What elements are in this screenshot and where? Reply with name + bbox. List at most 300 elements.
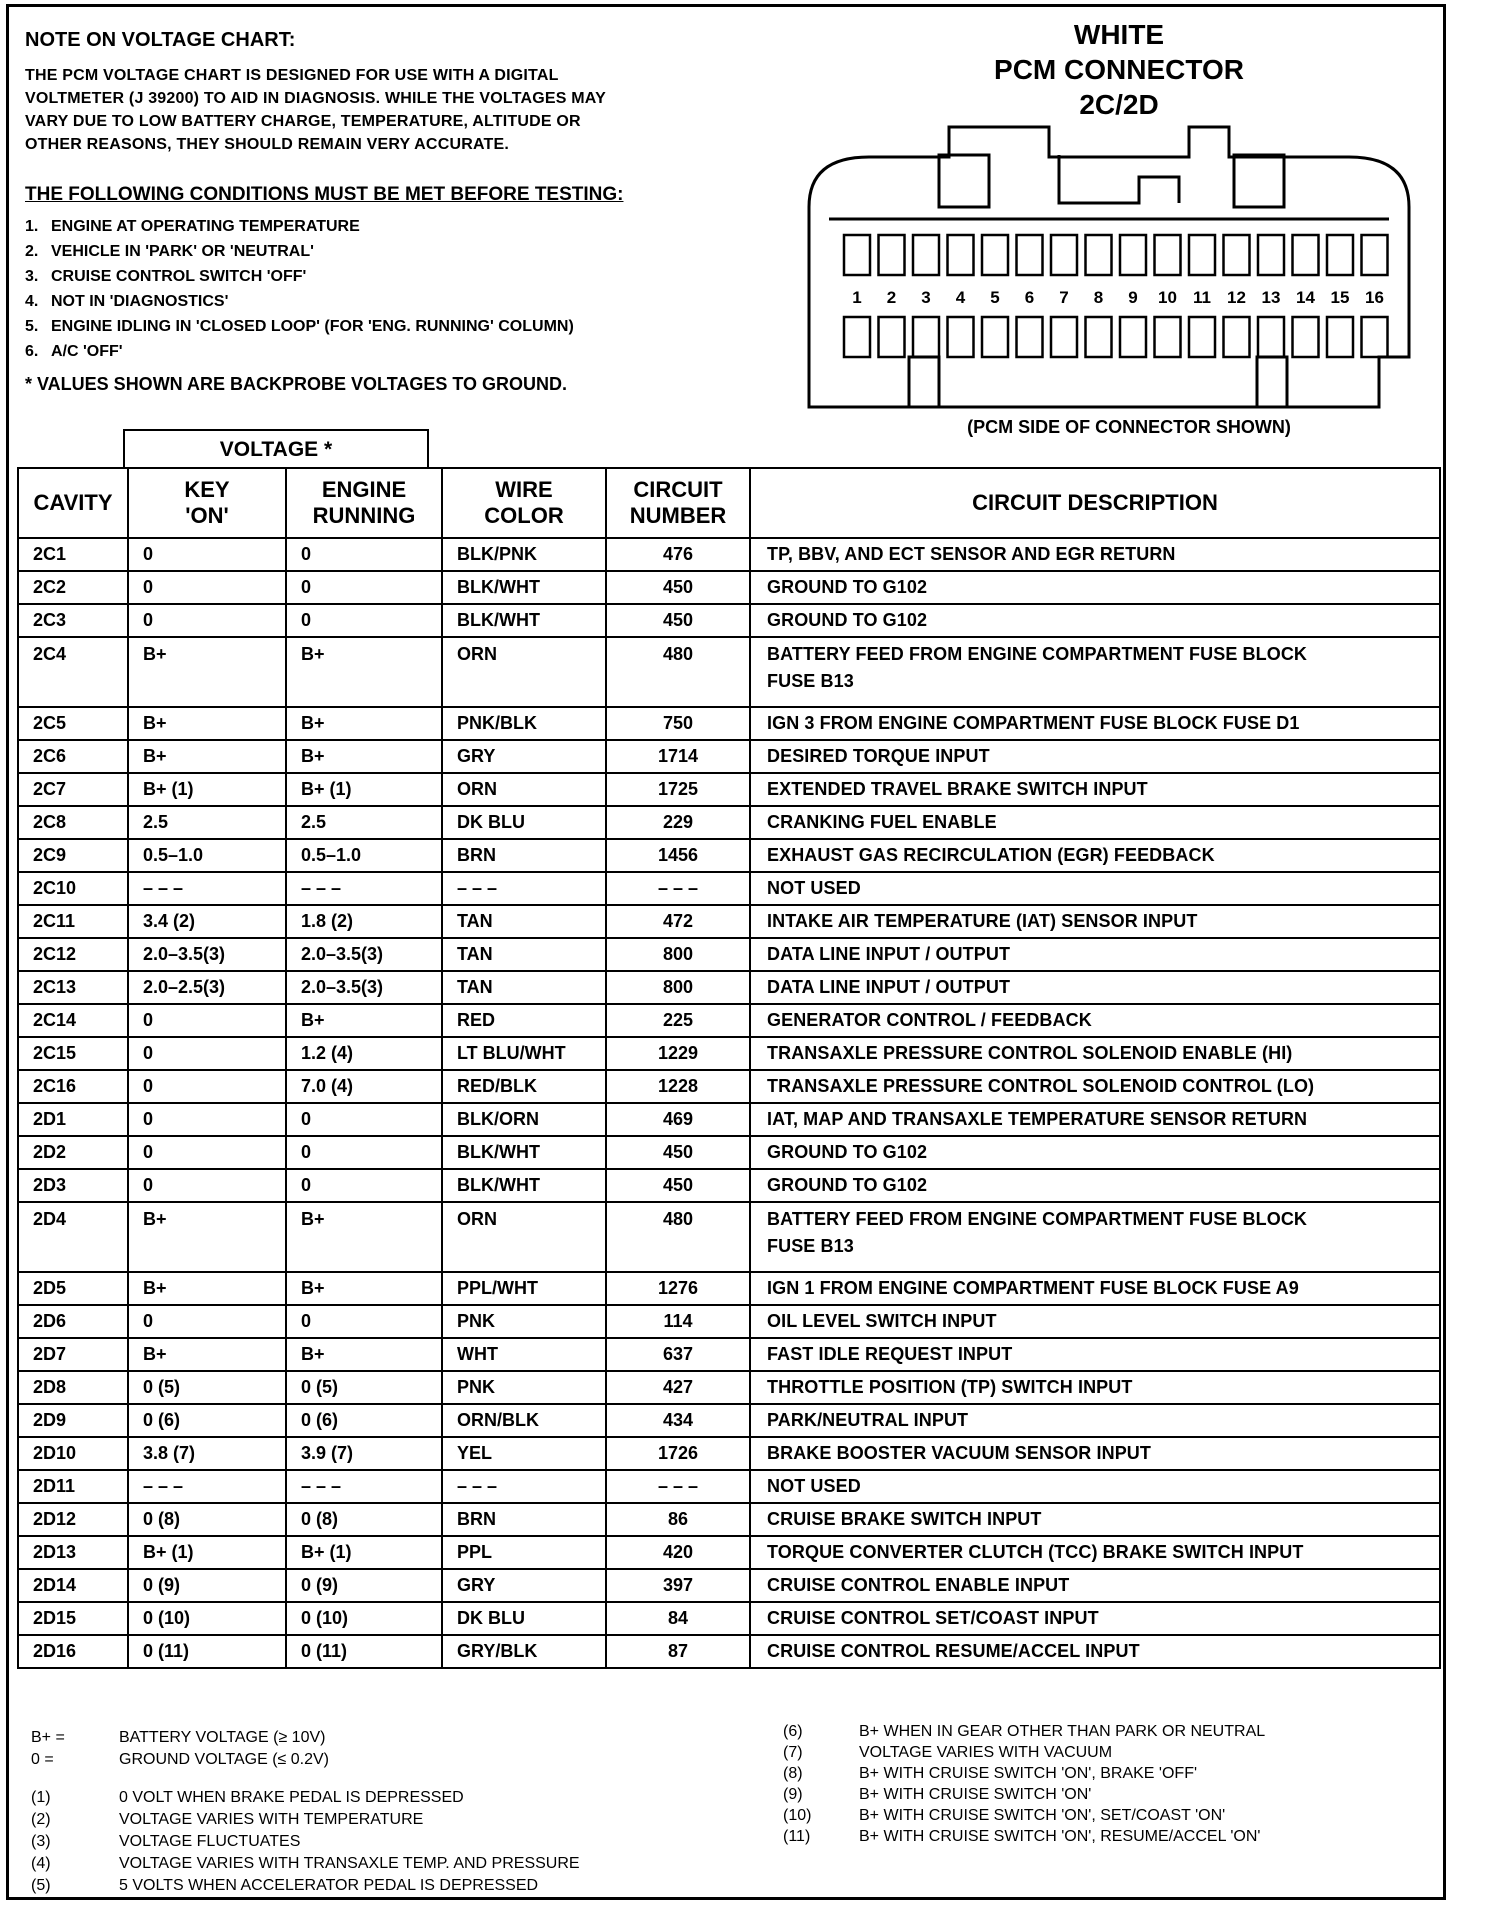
note-line: VOLTMETER (J 39200) TO AID IN DIAGNOSIS. WHILE THE VOLTAGES MAY bbox=[25, 90, 606, 107]
engine-running-cell: B+ bbox=[286, 707, 442, 740]
wire-color-cell: ORN bbox=[442, 1202, 606, 1272]
connector-pin bbox=[1017, 317, 1043, 357]
connector-pin bbox=[913, 235, 939, 275]
key-on-cell: – – – bbox=[128, 1470, 286, 1503]
description-cell: THROTTLE POSITION (TP) SWITCH INPUT bbox=[750, 1371, 1440, 1404]
pin-number-label: 4 bbox=[955, 288, 966, 307]
connector-title-line: 2C/2D bbox=[1079, 89, 1159, 120]
table-body bbox=[18, 538, 1440, 1668]
circuit-number-cell: 637 bbox=[606, 1338, 750, 1371]
description-cell: CRUISE CONTROL RESUME/ACCEL INPUT bbox=[750, 1635, 1440, 1668]
pin-number-label: 10 bbox=[1158, 288, 1177, 307]
pin-row-bottom bbox=[844, 317, 1388, 357]
cavity-cell: 2C13 bbox=[18, 971, 128, 1004]
key-on-cell: 0 bbox=[128, 1037, 286, 1070]
connector-latch bbox=[1234, 155, 1284, 207]
pin-number-label: 1 bbox=[852, 288, 862, 307]
description-cell: EXTENDED TRAVEL BRAKE SWITCH INPUT bbox=[750, 773, 1440, 806]
pin-number-label: 6 bbox=[1024, 288, 1035, 307]
connector-pin bbox=[1051, 317, 1077, 357]
connector-pin bbox=[1327, 317, 1353, 357]
key-on-cell: 0.5–1.0 bbox=[128, 839, 286, 872]
connector-pin bbox=[1224, 235, 1250, 275]
table-row bbox=[18, 637, 1440, 707]
legend-note: (6) B+ WHEN IN GEAR OTHER THAN PARK OR NEUTRAL bbox=[783, 1723, 1266, 1740]
table-row bbox=[18, 1470, 1440, 1503]
pin-number-label: 11 bbox=[1193, 288, 1211, 307]
cavity-cell: 2C2 bbox=[18, 571, 128, 604]
description-cell: GROUND TO G102 bbox=[750, 1169, 1440, 1202]
circuit-number-cell: 84 bbox=[606, 1602, 750, 1635]
table-row bbox=[18, 971, 1440, 1004]
wire-color-cell: PPL/WHT bbox=[442, 1272, 606, 1305]
description-cell: NOT USED bbox=[750, 1470, 1440, 1503]
description-cell: IGN 3 FROM ENGINE COMPARTMENT FUSE BLOCK FUSE D1 bbox=[750, 707, 1440, 740]
header-cavity: CAVITY bbox=[18, 468, 128, 538]
circuit-number-cell: 476 bbox=[606, 538, 750, 571]
wire-color-cell: YEL bbox=[442, 1437, 606, 1470]
condition-item: 2. VEHICLE IN 'PARK' OR 'NEUTRAL' bbox=[25, 243, 314, 260]
key-on-cell: 0 bbox=[128, 538, 286, 571]
description-cell: IAT, MAP AND TRANSAXLE TEMPERATURE SENSOR RETURN bbox=[750, 1103, 1440, 1136]
engine-running-cell: 1.8 (2) bbox=[286, 905, 442, 938]
wire-color-cell: RED/BLK bbox=[442, 1070, 606, 1103]
cavity-cell: 2C8 bbox=[18, 806, 128, 839]
key-on-cell: 2.5 bbox=[128, 806, 286, 839]
connector-pin bbox=[1362, 235, 1388, 275]
description-cell: OIL LEVEL SWITCH INPUT bbox=[750, 1305, 1440, 1338]
table-row bbox=[18, 938, 1440, 971]
description-cell: GROUND TO G102 bbox=[750, 604, 1440, 637]
wire-color-cell: PPL bbox=[442, 1536, 606, 1569]
description-cell: TRANSAXLE PRESSURE CONTROL SOLENOID CONTROL (LO) bbox=[750, 1070, 1440, 1103]
engine-running-cell: 0 bbox=[286, 571, 442, 604]
connector-pin bbox=[1189, 317, 1215, 357]
engine-running-cell: 0 bbox=[286, 1169, 442, 1202]
key-on-cell: 0 (11) bbox=[128, 1635, 286, 1668]
conditions-title: THE FOLLOWING CONDITIONS MUST BE MET BEFORE TESTING: bbox=[25, 184, 624, 205]
connector-title-line: PCM CONNECTOR bbox=[994, 54, 1244, 85]
table-row bbox=[18, 1037, 1440, 1070]
engine-running-cell: 2.0–3.5(3) bbox=[286, 971, 442, 1004]
connector-pin bbox=[1086, 235, 1112, 275]
wire-color-cell: BRN bbox=[442, 839, 606, 872]
engine-running-cell: B+ bbox=[286, 1272, 442, 1305]
cavity-cell: 2C11 bbox=[18, 905, 128, 938]
note-line: OTHER REASONS, THEY SHOULD REMAIN VERY ACCURATE. bbox=[25, 136, 510, 153]
note-title: NOTE ON VOLTAGE CHART: bbox=[25, 29, 296, 51]
description-cell: DATA LINE INPUT / OUTPUT bbox=[750, 971, 1440, 1004]
wire-color-cell: LT BLU/WHT bbox=[442, 1037, 606, 1070]
circuit-number-cell: 1726 bbox=[606, 1437, 750, 1470]
engine-running-cell: B+ bbox=[286, 637, 442, 707]
engine-running-cell: 0 bbox=[286, 1103, 442, 1136]
key-on-cell: 0 (10) bbox=[128, 1602, 286, 1635]
connector-pin bbox=[844, 235, 870, 275]
key-on-cell: 0 bbox=[128, 604, 286, 637]
engine-running-cell: 0 bbox=[286, 604, 442, 637]
description-cell: PARK/NEUTRAL INPUT bbox=[750, 1404, 1440, 1437]
description-cell: DATA LINE INPUT / OUTPUT bbox=[750, 938, 1440, 971]
description-cell: NOT USED bbox=[750, 872, 1440, 905]
engine-running-cell: – – – bbox=[286, 872, 442, 905]
key-on-cell: 0 (9) bbox=[128, 1569, 286, 1602]
table-row bbox=[18, 1602, 1440, 1635]
header-wire-color: WIRE COLOR bbox=[442, 468, 606, 538]
key-on-cell: 0 bbox=[128, 1305, 286, 1338]
engine-running-cell: 2.0–3.5(3) bbox=[286, 938, 442, 971]
connector-caption: (PCM SIDE OF CONNECTOR SHOWN) bbox=[967, 417, 1291, 437]
table-row bbox=[18, 1136, 1440, 1169]
circuit-number-cell: 225 bbox=[606, 1004, 750, 1037]
legend-note: (7) VOLTAGE VARIES WITH VACUUM bbox=[783, 1744, 1113, 1761]
header-engine-running: ENGINE RUNNING bbox=[286, 468, 442, 538]
legend-note: (9) B+ WITH CRUISE SWITCH 'ON' bbox=[783, 1786, 1092, 1803]
voltage-group-header: VOLTAGE * bbox=[123, 429, 429, 467]
description-cell: CRUISE BRAKE SWITCH INPUT bbox=[750, 1503, 1440, 1536]
connector-latch bbox=[939, 155, 989, 207]
legend-definition: 0 = GROUND VOLTAGE (≤ 0.2V) bbox=[31, 1751, 329, 1768]
key-on-cell: 0 bbox=[128, 1136, 286, 1169]
wire-color-cell: TAN bbox=[442, 905, 606, 938]
cavity-cell: 2D3 bbox=[18, 1169, 128, 1202]
key-on-cell: 0 bbox=[128, 1169, 286, 1202]
voltage-chart-sheet bbox=[6, 4, 1446, 1900]
wire-color-cell: RED bbox=[442, 1004, 606, 1037]
pin-number-label: 8 bbox=[1093, 288, 1104, 307]
connector-pin bbox=[1051, 235, 1077, 275]
pin-number-label: 12 bbox=[1227, 288, 1246, 307]
pin-number-label: 3 bbox=[921, 288, 931, 307]
key-on-cell: 0 (8) bbox=[128, 1503, 286, 1536]
key-on-cell: B+ (1) bbox=[128, 773, 286, 806]
pin-number-label: 2 bbox=[886, 288, 897, 307]
note-line: VARY DUE TO LOW BATTERY CHARGE, TEMPERATURE, ALTITUDE OR bbox=[25, 113, 581, 130]
engine-running-cell: 0 bbox=[286, 1136, 442, 1169]
pin-number-label: 14 bbox=[1296, 288, 1315, 307]
note-section bbox=[25, 29, 745, 395]
cavity-cell: 2D6 bbox=[18, 1305, 128, 1338]
wire-color-cell: BLK/WHT bbox=[442, 1136, 606, 1169]
key-on-cell: 0 (5) bbox=[128, 1371, 286, 1404]
wire-color-cell: – – – bbox=[442, 1470, 606, 1503]
table-row bbox=[18, 1169, 1440, 1202]
table-row bbox=[18, 604, 1440, 637]
connector-latch bbox=[909, 357, 939, 407]
circuit-number-cell: 434 bbox=[606, 1404, 750, 1437]
circuit-number-cell: 1229 bbox=[606, 1037, 750, 1070]
circuit-number-cell: 1725 bbox=[606, 773, 750, 806]
engine-running-cell: 0 (11) bbox=[286, 1635, 442, 1668]
circuit-number-cell: 114 bbox=[606, 1305, 750, 1338]
circuit-number-cell: 450 bbox=[606, 571, 750, 604]
note-body bbox=[25, 64, 745, 156]
engine-running-cell: – – – bbox=[286, 1470, 442, 1503]
connector-pin bbox=[913, 317, 939, 357]
key-on-cell: 0 bbox=[128, 1070, 286, 1103]
cavity-cell: 2D11 bbox=[18, 1470, 128, 1503]
legend-note: (4) VOLTAGE VARIES WITH TRANSAXLE TEMP. AND PRESSURE bbox=[31, 1855, 580, 1872]
key-on-cell: 0 bbox=[128, 1004, 286, 1037]
cavity-cell: 2C3 bbox=[18, 604, 128, 637]
key-on-cell: 0 bbox=[128, 571, 286, 604]
engine-running-cell: 1.2 (4) bbox=[286, 1037, 442, 1070]
key-on-cell: 3.8 (7) bbox=[128, 1437, 286, 1470]
legend-note: (5) 5 VOLTS WHEN ACCELERATOR PEDAL IS DEPRESSED bbox=[31, 1877, 539, 1894]
connector-diagram bbox=[789, 107, 1469, 417]
wire-color-cell: TAN bbox=[442, 971, 606, 1004]
wire-color-cell: GRY bbox=[442, 1569, 606, 1602]
engine-running-cell: 2.5 bbox=[286, 806, 442, 839]
engine-running-cell: 0 bbox=[286, 1305, 442, 1338]
table-row bbox=[18, 1338, 1440, 1371]
pcm-voltage-table bbox=[17, 467, 1441, 1669]
circuit-number-cell: 1456 bbox=[606, 839, 750, 872]
connector-pin bbox=[1189, 235, 1215, 275]
wire-color-cell: BLK/WHT bbox=[442, 571, 606, 604]
connector-latch bbox=[1257, 357, 1287, 407]
table-row bbox=[18, 905, 1440, 938]
pin-number-label: 5 bbox=[990, 288, 1000, 307]
key-on-cell: 0 (6) bbox=[128, 1404, 286, 1437]
key-on-cell: 3.4 (2) bbox=[128, 905, 286, 938]
pin-labels bbox=[852, 288, 1384, 307]
conditions-list bbox=[25, 214, 745, 364]
key-on-cell: B+ bbox=[128, 707, 286, 740]
key-on-cell: B+ bbox=[128, 637, 286, 707]
description-cell: TORQUE CONVERTER CLUTCH (TCC) BRAKE SWITCH INPUT bbox=[750, 1536, 1440, 1569]
pin-number-label: 16 bbox=[1365, 288, 1384, 307]
key-on-cell: 2.0–2.5(3) bbox=[128, 971, 286, 1004]
description-cell: CRANKING FUEL ENABLE bbox=[750, 806, 1440, 839]
cavity-cell: 2D5 bbox=[18, 1272, 128, 1305]
connector-pin bbox=[948, 317, 974, 357]
cavity-cell: 2D2 bbox=[18, 1136, 128, 1169]
engine-running-cell: 0.5–1.0 bbox=[286, 839, 442, 872]
table-row bbox=[18, 1503, 1440, 1536]
engine-running-cell: 0 (9) bbox=[286, 1569, 442, 1602]
table-row bbox=[18, 1635, 1440, 1668]
connector-pin bbox=[982, 235, 1008, 275]
description-cell: EXHAUST GAS RECIRCULATION (EGR) FEEDBACK bbox=[750, 839, 1440, 872]
engine-running-cell: 0 (5) bbox=[286, 1371, 442, 1404]
description-cell: BATTERY FEED FROM ENGINE COMPARTMENT FUSE BLOCK FUSE B13 bbox=[750, 1202, 1440, 1272]
wire-color-cell: TAN bbox=[442, 938, 606, 971]
cavity-cell: 2D9 bbox=[18, 1404, 128, 1437]
cavity-cell: 2C4 bbox=[18, 637, 128, 707]
description-cell: BRAKE BOOSTER VACUUM SENSOR INPUT bbox=[750, 1437, 1440, 1470]
cavity-cell: 2C5 bbox=[18, 707, 128, 740]
key-on-cell: 0 bbox=[128, 1103, 286, 1136]
engine-running-cell: 0 (10) bbox=[286, 1602, 442, 1635]
table-row bbox=[18, 1103, 1440, 1136]
pin-row-top bbox=[844, 235, 1388, 275]
connector-pin bbox=[879, 235, 905, 275]
key-on-cell: B+ bbox=[128, 1272, 286, 1305]
wire-color-cell: PNK bbox=[442, 1371, 606, 1404]
description-cell: GROUND TO G102 bbox=[750, 571, 1440, 604]
legend-note: (8) B+ WITH CRUISE SWITCH 'ON', BRAKE 'OFF' bbox=[783, 1765, 1198, 1782]
engine-running-cell: B+ (1) bbox=[286, 773, 442, 806]
table-row bbox=[18, 1272, 1440, 1305]
cavity-cell: 2D1 bbox=[18, 1103, 128, 1136]
description-cell: CRUISE CONTROL SET/COAST INPUT bbox=[750, 1602, 1440, 1635]
cavity-cell: 2D12 bbox=[18, 1503, 128, 1536]
circuit-number-cell: 750 bbox=[606, 707, 750, 740]
circuit-number-cell: 1714 bbox=[606, 740, 750, 773]
engine-running-cell: B+ (1) bbox=[286, 1536, 442, 1569]
wire-color-cell: BLK/WHT bbox=[442, 1169, 606, 1202]
cavity-cell: 2C14 bbox=[18, 1004, 128, 1037]
engine-running-cell: 0 (6) bbox=[286, 1404, 442, 1437]
key-on-cell: – – – bbox=[128, 872, 286, 905]
legend-note: (1) 0 VOLT WHEN BRAKE PEDAL IS DEPRESSED bbox=[31, 1789, 464, 1806]
wire-color-cell: – – – bbox=[442, 872, 606, 905]
table-row bbox=[18, 1371, 1440, 1404]
engine-running-cell: B+ bbox=[286, 1338, 442, 1371]
engine-running-cell: 7.0 (4) bbox=[286, 1070, 442, 1103]
connector-pin bbox=[948, 235, 974, 275]
engine-running-cell: B+ bbox=[286, 1004, 442, 1037]
circuit-number-cell: 480 bbox=[606, 1202, 750, 1272]
cavity-cell: 2D15 bbox=[18, 1602, 128, 1635]
description-cell: GENERATOR CONTROL / FEEDBACK bbox=[750, 1004, 1440, 1037]
table-row bbox=[18, 1569, 1440, 1602]
table-row bbox=[18, 1305, 1440, 1338]
note-line: THE PCM VOLTAGE CHART IS DESIGNED FOR USE WITH A DIGITAL bbox=[25, 67, 559, 84]
table-row bbox=[18, 806, 1440, 839]
connector-pin bbox=[1258, 235, 1284, 275]
circuit-number-cell: 450 bbox=[606, 1169, 750, 1202]
description-cell: IGN 1 FROM ENGINE COMPARTMENT FUSE BLOCK FUSE A9 bbox=[750, 1272, 1440, 1305]
pin-number-label: 7 bbox=[1059, 288, 1069, 307]
circuit-number-cell: 450 bbox=[606, 604, 750, 637]
description-cell: TRANSAXLE PRESSURE CONTROL SOLENOID ENABLE (HI) bbox=[750, 1037, 1440, 1070]
circuit-number-cell: 86 bbox=[606, 1503, 750, 1536]
cavity-cell: 2D16 bbox=[18, 1635, 128, 1668]
table-row bbox=[18, 707, 1440, 740]
cavity-cell: 2C9 bbox=[18, 839, 128, 872]
condition-item: 4. NOT IN 'DIAGNOSTICS' bbox=[25, 293, 229, 310]
wire-color-cell: GRY bbox=[442, 740, 606, 773]
condition-item: 1. ENGINE AT OPERATING TEMPERATURE bbox=[25, 218, 360, 235]
cavity-cell: 2D7 bbox=[18, 1338, 128, 1371]
circuit-number-cell: 800 bbox=[606, 938, 750, 971]
engine-running-cell: B+ bbox=[286, 1202, 442, 1272]
wire-color-cell: ORN bbox=[442, 637, 606, 707]
table-row bbox=[18, 1404, 1440, 1437]
connector-pin bbox=[1224, 317, 1250, 357]
legend-right bbox=[783, 1721, 1265, 1847]
key-on-cell: B+ bbox=[128, 1202, 286, 1272]
table-row bbox=[18, 538, 1440, 571]
condition-item: 5. ENGINE IDLING IN 'CLOSED LOOP' (FOR 'ENG. RUNNING' COLUMN) bbox=[25, 318, 574, 335]
circuit-number-cell: 1276 bbox=[606, 1272, 750, 1305]
cavity-cell: 2C16 bbox=[18, 1070, 128, 1103]
header-circuit-description: CIRCUIT DESCRIPTION bbox=[750, 468, 1440, 538]
wire-color-cell: BLK/WHT bbox=[442, 604, 606, 637]
legend bbox=[31, 1667, 1441, 1905]
connector-pin bbox=[1155, 317, 1181, 357]
description-cell: TP, BBV, AND ECT SENSOR AND EGR RETURN bbox=[750, 538, 1440, 571]
table-header-row bbox=[18, 468, 1440, 538]
table-row bbox=[18, 1202, 1440, 1272]
pin-number-label: 13 bbox=[1261, 288, 1281, 307]
connector-pin bbox=[1362, 317, 1388, 357]
legend-note: (11) B+ WITH CRUISE SWITCH 'ON', RESUME/ACCEL 'ON' bbox=[783, 1828, 1261, 1845]
description-cell: GROUND TO G102 bbox=[750, 1136, 1440, 1169]
connector-pin bbox=[1120, 235, 1146, 275]
wire-color-cell: PNK/BLK bbox=[442, 707, 606, 740]
table-row bbox=[18, 571, 1440, 604]
connector-pin bbox=[1293, 235, 1319, 275]
description-cell: DESIRED TORQUE INPUT bbox=[750, 740, 1440, 773]
wire-color-cell: WHT bbox=[442, 1338, 606, 1371]
asterisk-note: * VALUES SHOWN ARE BACKPROBE VOLTAGES TO GROUND. bbox=[25, 374, 568, 394]
engine-running-cell: 0 bbox=[286, 538, 442, 571]
legend-note: (2) VOLTAGE VARIES WITH TEMPERATURE bbox=[31, 1811, 424, 1828]
table-row bbox=[18, 1070, 1440, 1103]
connector-pin bbox=[1327, 235, 1353, 275]
circuit-number-cell: 800 bbox=[606, 971, 750, 1004]
description-cell: INTAKE AIR TEMPERATURE (IAT) SENSOR INPUT bbox=[750, 905, 1440, 938]
cavity-cell: 2C7 bbox=[18, 773, 128, 806]
key-on-cell: 2.0–3.5(3) bbox=[128, 938, 286, 971]
description-cell: FAST IDLE REQUEST INPUT bbox=[750, 1338, 1440, 1371]
cavity-cell: 2D10 bbox=[18, 1437, 128, 1470]
circuit-number-cell: 450 bbox=[606, 1136, 750, 1169]
connector-pin bbox=[1155, 235, 1181, 275]
table-row bbox=[18, 839, 1440, 872]
wire-color-cell: ORN/BLK bbox=[442, 1404, 606, 1437]
key-on-cell: B+ bbox=[128, 740, 286, 773]
wire-color-cell: BRN bbox=[442, 1503, 606, 1536]
table-row bbox=[18, 773, 1440, 806]
cavity-cell: 2D13 bbox=[18, 1536, 128, 1569]
table-row bbox=[18, 740, 1440, 773]
circuit-number-cell: – – – bbox=[606, 1470, 750, 1503]
pin-number-label: 9 bbox=[1128, 288, 1138, 307]
legend-definition: B+ = BATTERY VOLTAGE (≥ 10V) bbox=[31, 1729, 326, 1746]
cavity-cell: 2C12 bbox=[18, 938, 128, 971]
connector-pin bbox=[982, 317, 1008, 357]
circuit-number-cell: 87 bbox=[606, 1635, 750, 1668]
wire-color-cell: DK BLU bbox=[442, 1602, 606, 1635]
legend-note: (3) VOLTAGE FLUCTUATES bbox=[31, 1833, 301, 1850]
circuit-number-cell: 1228 bbox=[606, 1070, 750, 1103]
wire-color-cell: DK BLU bbox=[442, 806, 606, 839]
wire-color-cell: GRY/BLK bbox=[442, 1635, 606, 1668]
engine-running-cell: 3.9 (7) bbox=[286, 1437, 442, 1470]
header-key-on: KEY 'ON' bbox=[128, 468, 286, 538]
legend-note: (10) B+ WITH CRUISE SWITCH 'ON', SET/COAST 'ON' bbox=[783, 1807, 1226, 1824]
circuit-number-cell: 480 bbox=[606, 637, 750, 707]
wire-color-cell: BLK/PNK bbox=[442, 538, 606, 571]
connector-pin bbox=[1120, 317, 1146, 357]
key-on-cell: B+ bbox=[128, 1338, 286, 1371]
connector-key bbox=[1059, 155, 1179, 203]
header-circuit-number: CIRCUIT NUMBER bbox=[606, 468, 750, 538]
description-cell: BATTERY FEED FROM ENGINE COMPARTMENT FUSE BLOCK FUSE B13 bbox=[750, 637, 1440, 707]
wire-color-cell: ORN bbox=[442, 773, 606, 806]
table-row bbox=[18, 1437, 1440, 1470]
wire-color-cell: PNK bbox=[442, 1305, 606, 1338]
condition-item: 3. CRUISE CONTROL SWITCH 'OFF' bbox=[25, 268, 307, 285]
circuit-number-cell: – – – bbox=[606, 872, 750, 905]
circuit-number-cell: 397 bbox=[606, 1569, 750, 1602]
circuit-number-cell: 469 bbox=[606, 1103, 750, 1136]
connector-pin bbox=[1017, 235, 1043, 275]
